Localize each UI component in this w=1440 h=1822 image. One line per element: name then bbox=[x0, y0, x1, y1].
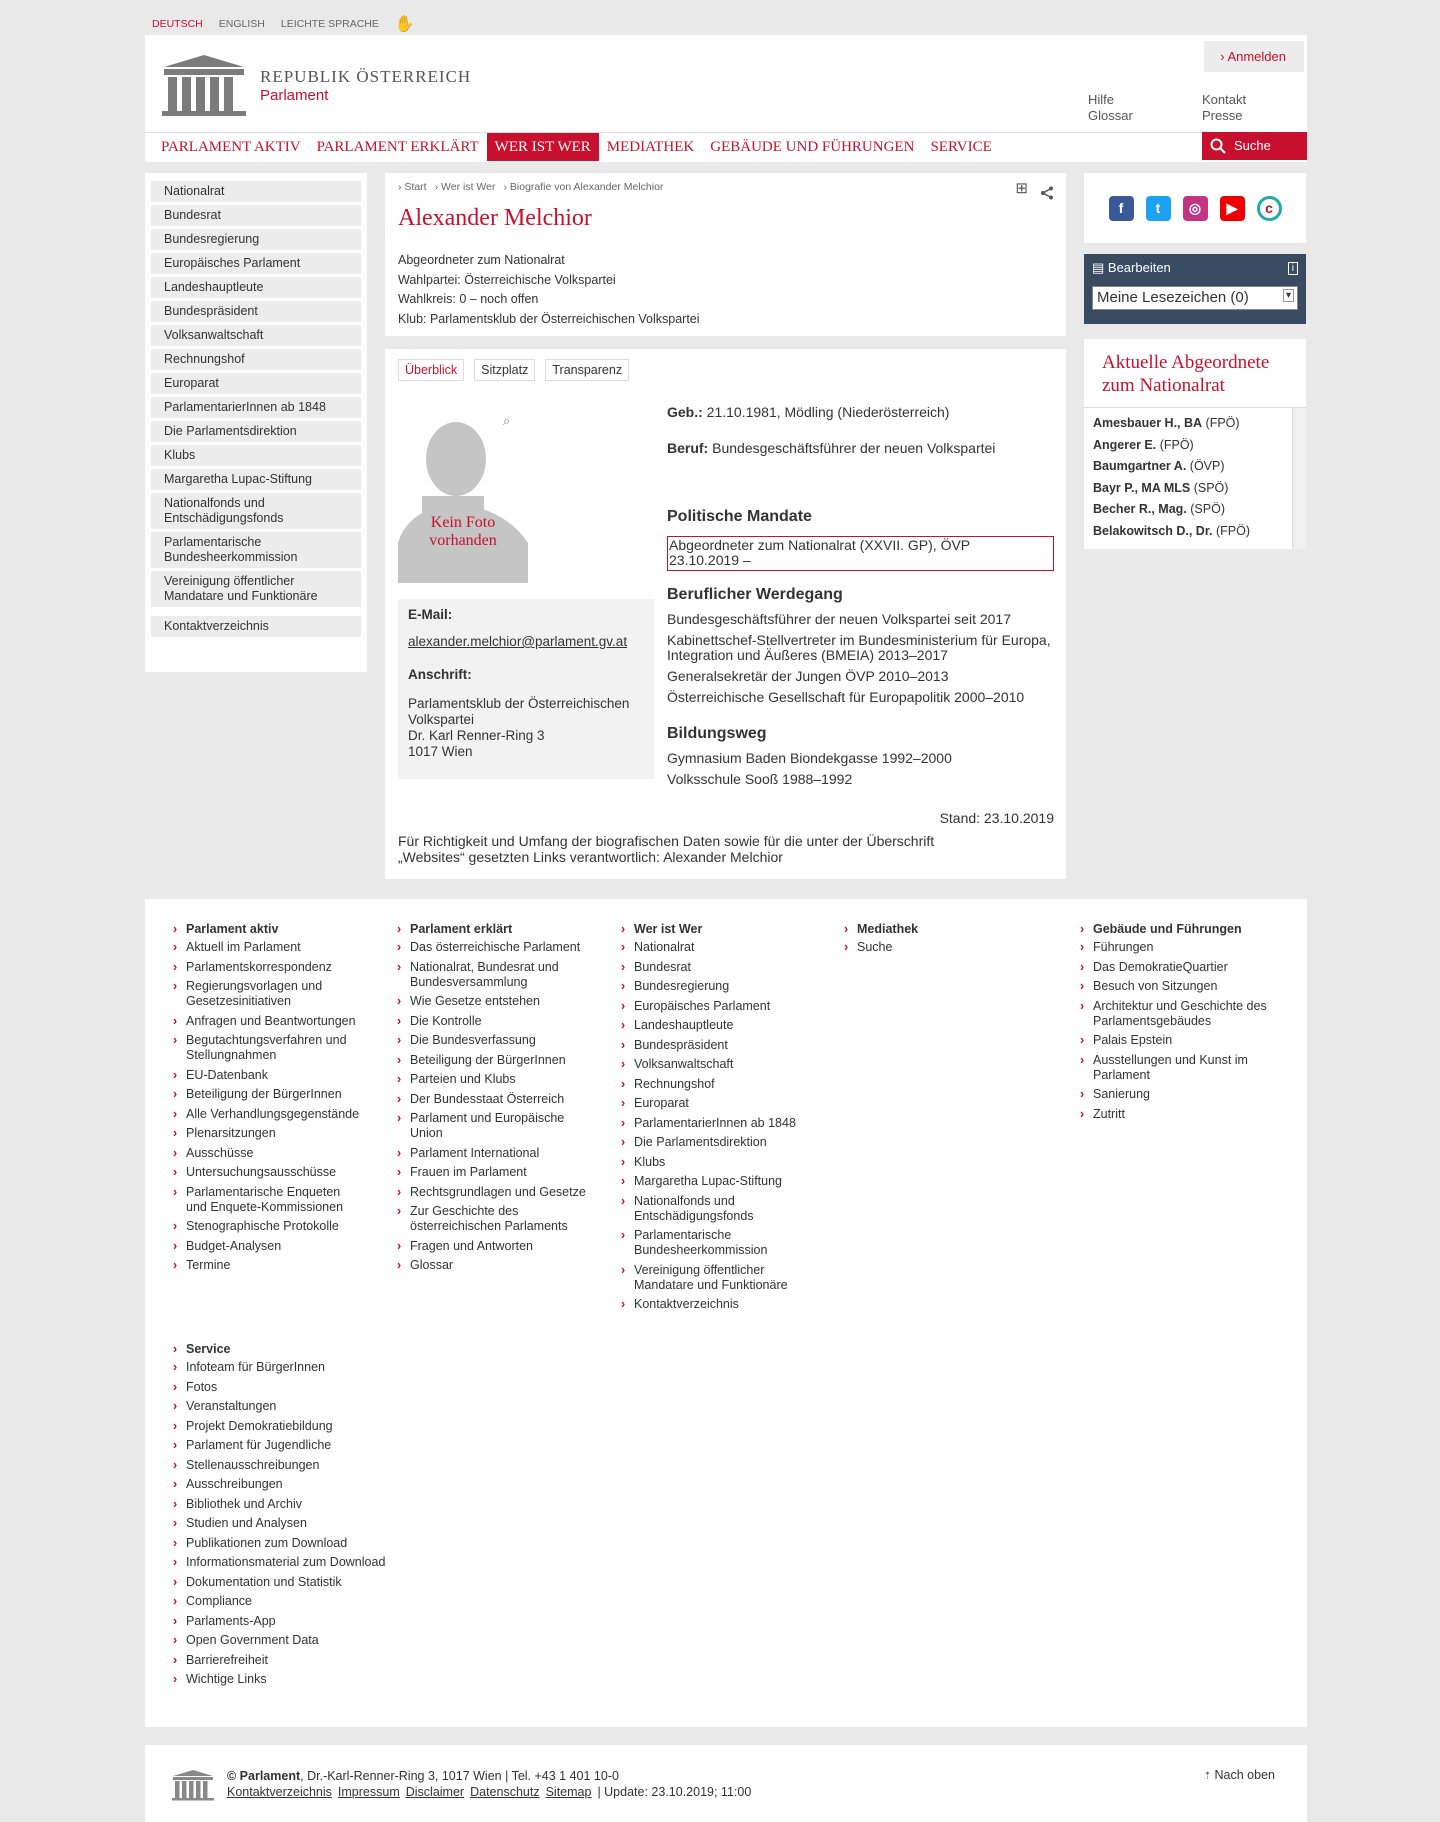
tab-ueberblick[interactable]: Überblick bbox=[398, 359, 464, 381]
footer-link[interactable]: › Suche bbox=[844, 940, 1024, 955]
link-disclaimer[interactable]: Disclaimer bbox=[405, 1785, 465, 1799]
bookmark-panel bbox=[1084, 254, 1306, 324]
help-links bbox=[1088, 92, 1133, 124]
education-item: Gymnasium Baden Biondekgasse 1992–2000 bbox=[667, 750, 952, 766]
sidebar-item-volksanwaltschaft[interactable]: Volksanwaltschaft bbox=[151, 325, 361, 346]
app-icon[interactable]: c bbox=[1257, 196, 1282, 221]
footer-link[interactable]: › EU-Datenbank bbox=[173, 1068, 363, 1083]
sidebar-item-parlamentarier[interactable]: ParlamentarierInnen ab 1848 bbox=[151, 397, 361, 418]
footer-link[interactable]: › Parlament und Europäische Union bbox=[397, 1111, 587, 1141]
edit-label[interactable]: ▤ Bearbeiten bbox=[1092, 260, 1171, 275]
member-item[interactable]: Bayr P., MA MLS (SPÖ) bbox=[1093, 480, 1229, 495]
footer-link[interactable]: › Führungen bbox=[1080, 940, 1270, 955]
zoom-icon[interactable]: ⌕ bbox=[503, 413, 511, 428]
member-item[interactable]: Baumgartner A. (ÖVP) bbox=[1093, 459, 1225, 473]
career-item: Kabinettschef-Stellvertreter im Bundesministerium für Europa, Integration und Äußeres (BMEIA) 2013–2017 bbox=[667, 632, 1051, 663]
footer-heading[interactable]: › Gebäude und Führungen bbox=[1080, 922, 1270, 936]
address-line: 1017 Wien bbox=[408, 744, 473, 759]
career-item: Österreichische Gesellschaft für Europapolitik 2000–2010 bbox=[667, 689, 1025, 705]
main-nav bbox=[145, 132, 1307, 160]
footer-link[interactable]: › Die Kontrolle bbox=[397, 1014, 587, 1029]
nav-gebaeude[interactable]: GEBÄUDE UND FÜHRUNGEN bbox=[710, 138, 915, 155]
footer-link[interactable]: › Ausstellungen und Kunst im Parlament bbox=[1080, 1053, 1270, 1083]
email-label: E-Mail: bbox=[408, 607, 453, 622]
nav-service[interactable]: SERVICE bbox=[930, 138, 992, 155]
footer-link[interactable]: › Kontaktverzeichnis bbox=[621, 1297, 801, 1312]
tab-sitzplatz[interactable]: Sitzplatz bbox=[474, 359, 535, 381]
footer-heading[interactable]: › Parlament aktiv bbox=[173, 922, 363, 936]
sidebar-item-bundesheerkommission[interactable]: Parlamentarische Bundesheerkommission bbox=[151, 532, 361, 568]
footer-link[interactable]: › Nationalfonds und Entschädigungsfonds bbox=[621, 1194, 801, 1224]
footer-link[interactable]: › Informationsmaterial zum Download bbox=[173, 1555, 403, 1570]
facebook-icon[interactable]: f bbox=[1109, 196, 1134, 221]
mandates-heading: Politische Mandate bbox=[667, 508, 812, 525]
person-party: Wahlpartei: Österreichische Volkspartei bbox=[398, 272, 616, 287]
footer-link[interactable]: › Projekt Demokratiebildung bbox=[173, 1419, 403, 1434]
update-info: | Update: 23.10.2019; 11:00 bbox=[597, 1785, 752, 1799]
press-link[interactable]: Presse bbox=[1202, 108, 1243, 123]
footer-link[interactable]: › Dokumentation und Statistik bbox=[173, 1575, 403, 1590]
email-link[interactable]: alexander.melchior@parlament.gv.at bbox=[408, 634, 628, 649]
sidebar-item-europarat[interactable]: Europarat bbox=[151, 373, 361, 394]
footer-link[interactable]: › Besuch von Sitzungen bbox=[1080, 979, 1270, 994]
share-icon[interactable] bbox=[1040, 186, 1054, 200]
info-icon[interactable]: i bbox=[1288, 262, 1298, 275]
contact-link[interactable]: Kontakt bbox=[1202, 92, 1247, 107]
sidebar-item-eu-parlament[interactable]: Europäisches Parlament bbox=[151, 253, 361, 274]
instagram-icon[interactable]: ◎ bbox=[1183, 196, 1208, 221]
footer-sitemap bbox=[145, 899, 1307, 1727]
footer-link[interactable]: › Bundesrat bbox=[621, 960, 801, 975]
link-sitemap[interactable]: Sitemap bbox=[545, 1785, 592, 1799]
no-photo-label: Kein Foto vorhanden bbox=[429, 514, 497, 549]
lang-de[interactable]: DEUTSCH bbox=[152, 18, 203, 30]
lang-en[interactable]: ENGLISH bbox=[218, 18, 265, 30]
sidebar-item-rechnungshof[interactable]: Rechnungshof bbox=[151, 349, 361, 370]
footer-link[interactable]: › Rechnungshof bbox=[621, 1077, 801, 1092]
contact-links bbox=[1202, 92, 1246, 124]
help-link[interactable]: Hilfe bbox=[1088, 92, 1115, 107]
footer-link[interactable]: › Anfragen und Beantwortungen bbox=[173, 1014, 363, 1029]
org-name: © Parlament bbox=[227, 1769, 301, 1783]
footer-link[interactable]: › Klubs bbox=[621, 1155, 801, 1170]
footer-link[interactable]: › Untersuchungsausschüsse bbox=[173, 1165, 363, 1180]
person-role: Abgeordneter zum Nationalrat bbox=[398, 253, 565, 267]
footer-link[interactable]: › Beteiligung der BürgerInnen bbox=[397, 1053, 587, 1068]
footer-link[interactable]: › Bibliothek und Archiv bbox=[173, 1497, 403, 1512]
footer-link[interactable]: › Frauen im Parlament bbox=[397, 1165, 587, 1180]
address-text bbox=[408, 696, 644, 760]
footer-link[interactable]: › Fotos bbox=[173, 1380, 403, 1395]
search-button[interactable] bbox=[1202, 132, 1307, 160]
breadcrumb-wer-ist-wer[interactable]: › Wer ist Wer bbox=[434, 181, 496, 193]
footer-link[interactable]: › Europäisches Parlament bbox=[621, 999, 801, 1014]
footer-link[interactable]: › Budget-Analysen bbox=[173, 1239, 363, 1254]
link-impressum[interactable]: Impressum bbox=[337, 1785, 400, 1799]
footer-link[interactable]: › Fragen und Antworten bbox=[397, 1239, 587, 1254]
sidebar-item-bundespraesident[interactable]: Bundespräsident bbox=[151, 301, 361, 322]
footer-link[interactable]: › Ausschreibungen bbox=[173, 1477, 403, 1492]
footer-link[interactable]: › Wichtige Links bbox=[173, 1672, 403, 1687]
sidebar-item-vereinigung[interactable]: Vereinigung öffentlicher Mandatare und Funktionäre bbox=[151, 571, 361, 607]
footer-link[interactable]: › Veranstaltungen bbox=[173, 1399, 403, 1414]
member-item[interactable]: Amesbauer H., BA (FPÖ) bbox=[1093, 416, 1240, 430]
career-item: Bundesgeschäftsführer der neuen Volkspartei seit 2017 bbox=[667, 611, 1012, 627]
mandate-entry: Abgeordneter zum Nationalrat (XXVII. GP), ÖVP 23.10.2019 – bbox=[667, 536, 1054, 571]
logo[interactable] bbox=[160, 53, 471, 117]
footer-link[interactable]: › Palais Epstein bbox=[1080, 1033, 1270, 1048]
sign-language-icon[interactable]: ✋ bbox=[394, 16, 415, 33]
footer-link[interactable]: › Publikationen zum Download bbox=[173, 1536, 403, 1551]
arrow-up-icon: ⇡ bbox=[1203, 1771, 1215, 1782]
scrollbar[interactable] bbox=[1292, 408, 1306, 549]
footer-link[interactable]: › Der Bundesstaat Österreich bbox=[397, 1092, 587, 1107]
footer-col-gebaeude bbox=[1080, 922, 1270, 1126]
footer-col-service bbox=[173, 1342, 403, 1692]
footer-link[interactable]: › Das österreichische Parlament bbox=[397, 940, 587, 955]
bookmark-add-icon[interactable]: ⊞ bbox=[1015, 180, 1028, 197]
footer-link[interactable]: › Parlamentskorrespondenz bbox=[173, 960, 363, 975]
nav-wer-ist-wer[interactable]: WER IST WER bbox=[487, 133, 599, 161]
member-item[interactable]: Becher R., Mag. (SPÖ) bbox=[1093, 502, 1225, 516]
tab-transparenz[interactable]: Transparenz bbox=[545, 359, 629, 381]
footer-link[interactable]: › Regierungsvorlagen und Gesetzesinitiativen bbox=[173, 979, 363, 1009]
breadcrumb-start[interactable]: › Start bbox=[398, 181, 427, 193]
footer-link[interactable]: › Volksanwaltschaft bbox=[621, 1057, 801, 1072]
glossary-link[interactable]: Glossar bbox=[1088, 108, 1133, 123]
person-summary bbox=[398, 251, 700, 329]
chevron-down-icon: ▾ bbox=[1283, 289, 1294, 302]
footer-link[interactable]: › Barrierefreiheit bbox=[173, 1653, 403, 1668]
parliament-logo-icon bbox=[171, 1769, 215, 1801]
footer-heading[interactable]: › Parlament erklärt bbox=[397, 922, 587, 936]
contact-box bbox=[398, 599, 654, 779]
language-bar bbox=[152, 14, 415, 34]
bookmarks-value: Meine Lesezeichen (0) bbox=[1097, 289, 1249, 306]
footer-link[interactable]: › Stellenausschreibungen bbox=[173, 1458, 403, 1473]
education-heading: Bildungsweg bbox=[667, 725, 767, 742]
address-line: Parlamentsklub der Österreichischen Volkspartei bbox=[408, 696, 630, 727]
footer-link[interactable]: › Aktuell im Parlament bbox=[173, 940, 363, 955]
page-title: Alexander Melchior bbox=[398, 205, 592, 231]
back-to-top-link[interactable]: ⇡ Nach oben bbox=[1203, 1768, 1275, 1782]
nav-mediathek[interactable]: MEDIATHEK bbox=[606, 138, 695, 155]
footer-link[interactable]: › ParlamentarierInnen ab 1848 bbox=[621, 1116, 801, 1131]
footer-link[interactable]: › Europarat bbox=[621, 1096, 801, 1111]
footer-col-wer-ist-wer bbox=[621, 922, 801, 1317]
search-icon bbox=[1210, 138, 1226, 154]
footer-link[interactable]: › Compliance bbox=[173, 1594, 403, 1609]
breadcrumb-current: › Biografie von Alexander Melchior bbox=[503, 181, 664, 193]
footer-link[interactable]: › Beteiligung der BürgerInnen bbox=[173, 1087, 363, 1102]
footer-link[interactable]: › Die Bundesverfassung bbox=[397, 1033, 587, 1048]
sidebar-item-lupac[interactable]: Margaretha Lupac-Stiftung bbox=[151, 469, 361, 490]
footer-col-aktiv bbox=[173, 922, 363, 1278]
birth-info: Geb.: 21.10.1981, Mödling (Niederösterreich) bbox=[667, 404, 950, 420]
education-section bbox=[667, 726, 952, 787]
footer-link[interactable]: › Stenographische Protokolle bbox=[173, 1219, 363, 1234]
footer-heading[interactable]: › Mediathek bbox=[844, 922, 1024, 936]
footer-link[interactable]: › Studien und Analysen bbox=[173, 1516, 403, 1531]
career-section bbox=[667, 587, 1057, 705]
org-address: , Dr.-Karl-Renner-Ring 3, 1017 Wien | Tel. +43 1 401 10-0 bbox=[300, 1769, 619, 1783]
sidebar bbox=[145, 173, 367, 672]
education-item: Volksschule Sooß 1988–1992 bbox=[667, 771, 853, 787]
bookmarks-select[interactable] bbox=[1092, 286, 1298, 310]
mandates-section bbox=[667, 508, 812, 526]
footer-link[interactable]: › Bundespräsident bbox=[621, 1038, 801, 1053]
footer-link[interactable]: › Plenarsitzungen bbox=[173, 1126, 363, 1141]
profession-info: Beruf: Bundesgeschäftsführer der neuen Volkspartei bbox=[667, 440, 996, 456]
current-members-panel bbox=[1084, 339, 1306, 549]
footer-link[interactable]: › Sanierung bbox=[1080, 1087, 1270, 1102]
youtube-icon[interactable]: ▶ bbox=[1220, 196, 1245, 221]
breadcrumb bbox=[398, 181, 663, 193]
footer-heading[interactable]: › Wer ist Wer bbox=[621, 922, 801, 936]
member-item[interactable]: Angerer E. (FPÖ) bbox=[1093, 437, 1194, 452]
document-icon: ▤ bbox=[1092, 260, 1108, 275]
footer-link[interactable]: › Parlament für Jugendliche bbox=[173, 1438, 403, 1453]
profile-body bbox=[385, 349, 1066, 879]
footer-link[interactable]: › Rechtsgrundlagen und Gesetze bbox=[397, 1185, 587, 1200]
footer-link[interactable]: › Zur Geschichte des österreichischen Parlaments bbox=[397, 1204, 587, 1234]
person-club: Klub: Parlamentsklub der Österreichischen Volkspartei bbox=[398, 311, 700, 326]
career-heading: Beruflicher Werdegang bbox=[667, 586, 843, 603]
footer-link[interactable]: › Glossar bbox=[397, 1258, 587, 1273]
portrait-placeholder[interactable] bbox=[398, 411, 528, 583]
footer-col-mediathek bbox=[844, 922, 1024, 960]
footer-link[interactable]: › Begutachtungsverfahren und Stellungnahmen bbox=[173, 1033, 363, 1063]
footer-link[interactable]: › Vereinigung öffentlicher Mandatare und Funktionäre bbox=[621, 1263, 801, 1293]
footer-link[interactable]: › Nationalrat bbox=[621, 940, 801, 955]
header bbox=[145, 35, 1307, 162]
social-links bbox=[1084, 173, 1306, 243]
footer-link[interactable]: › Zutritt bbox=[1080, 1107, 1270, 1122]
footer-link[interactable]: › Alle Verhandlungsgegenstände bbox=[173, 1107, 363, 1122]
footer-link[interactable]: › Wie Gesetze entstehen bbox=[397, 994, 587, 1009]
bottom-bar bbox=[145, 1745, 1307, 1822]
nav-parlament-aktiv[interactable]: PARLAMENT AKTIV bbox=[161, 138, 301, 155]
footer-link[interactable]: › Open Government Data bbox=[173, 1633, 403, 1648]
footer-link[interactable]: › Termine bbox=[173, 1258, 363, 1273]
stand-date: Stand: 23.10.2019 bbox=[939, 810, 1054, 826]
footer-link[interactable]: › Parlaments-App bbox=[173, 1614, 403, 1629]
chevron-right-icon: › bbox=[1220, 49, 1228, 64]
nav-parlament-erklaert[interactable]: PARLAMENT ERKLÄRT bbox=[316, 138, 479, 155]
profile-tabs bbox=[398, 359, 629, 381]
footer-link[interactable]: › Parlamentarische Bundesheerkommission bbox=[621, 1228, 801, 1258]
members-title: Aktuelle Abgeordnete zum Nationalrat bbox=[1102, 352, 1270, 396]
sidebar-item-klubs[interactable]: Klubs bbox=[151, 445, 361, 466]
sidebar-item-kontaktverzeichnis[interactable]: Kontaktverzeichnis bbox=[151, 616, 361, 637]
lang-easy[interactable]: LEICHTE SPRACHE bbox=[280, 18, 379, 30]
sidebar-item-parlamentsdirektion[interactable]: Die Parlamentsdirektion bbox=[151, 421, 361, 442]
footer-link[interactable]: › Die Parlamentsdirektion bbox=[621, 1135, 801, 1150]
members-list bbox=[1084, 407, 1306, 542]
footer-link[interactable]: › Nationalrat, Bundesrat und Bundesversammlung bbox=[397, 960, 587, 990]
profile-header bbox=[385, 173, 1066, 336]
search-label: Suche bbox=[1234, 138, 1271, 153]
silhouette-icon bbox=[398, 411, 528, 583]
member-item[interactable]: Belakowitsch D., Dr. (FPÖ) bbox=[1093, 523, 1250, 538]
sidebar-item-nationalrat[interactable]: Nationalrat bbox=[151, 181, 361, 202]
footer-link[interactable]: › Architektur und Geschichte des Parlamentsgebäudes bbox=[1080, 999, 1270, 1029]
footer-link[interactable]: › Margaretha Lupac-Stiftung bbox=[621, 1174, 801, 1189]
footer-link[interactable]: › Infoteam für BürgerInnen bbox=[173, 1360, 403, 1375]
link-datenschutz[interactable]: Datenschutz bbox=[470, 1785, 540, 1799]
parliament-logo-icon bbox=[160, 53, 248, 117]
sidebar-item-bundesrat[interactable]: Bundesrat bbox=[151, 205, 361, 226]
person-district: Wahlkreis: 0 – noch offen bbox=[398, 292, 539, 306]
twitter-icon[interactable]: t bbox=[1146, 196, 1171, 221]
brand-subtitle: Parlament bbox=[260, 86, 329, 104]
footer-link[interactable]: › Parlament International bbox=[397, 1146, 587, 1161]
footer-link[interactable]: › Parteien und Klubs bbox=[397, 1072, 587, 1087]
footer-link[interactable]: › Bundesregierung bbox=[621, 979, 801, 994]
login-button[interactable] bbox=[1204, 41, 1304, 72]
link-kontaktverzeichnis[interactable]: Kontaktverzeichnis bbox=[227, 1785, 332, 1799]
sidebar-item-bundesregierung[interactable]: Bundesregierung bbox=[151, 229, 361, 250]
footer-link[interactable]: › Landeshauptleute bbox=[621, 1018, 801, 1033]
address-label: Anschrift: bbox=[408, 667, 472, 682]
footer-col-erklaert bbox=[397, 922, 587, 1278]
sidebar-item-landeshauptleute[interactable]: Landeshauptleute bbox=[151, 277, 361, 298]
sidebar-item-nationalfonds[interactable]: Nationalfonds und Entschädigungsfonds bbox=[151, 493, 361, 529]
imprint-text bbox=[227, 1768, 751, 1800]
footer-link[interactable]: › Ausschüsse bbox=[173, 1146, 363, 1161]
address-line: Dr. Karl Renner-Ring 3 bbox=[408, 728, 545, 743]
brand-title: REPUBLIK ÖSTERREICH bbox=[260, 66, 472, 86]
footer-heading[interactable]: › Service bbox=[173, 1342, 403, 1356]
footer-link[interactable]: › Parlamentarische Enqueten und Enquete-Kommissionen bbox=[173, 1185, 363, 1215]
career-item: Generalsekretär der Jungen ÖVP 2010–2013 bbox=[667, 668, 949, 684]
responsibility-note: Für Richtigkeit und Umfang der biografischen Daten sowie für die unter der Überschrift „Websites“ gesetzten Links verantwortlich: Alexander Melchior bbox=[398, 833, 935, 865]
login-label: Anmelden bbox=[1227, 49, 1286, 64]
footer-link[interactable]: › Das DemokratieQuartier bbox=[1080, 960, 1270, 975]
